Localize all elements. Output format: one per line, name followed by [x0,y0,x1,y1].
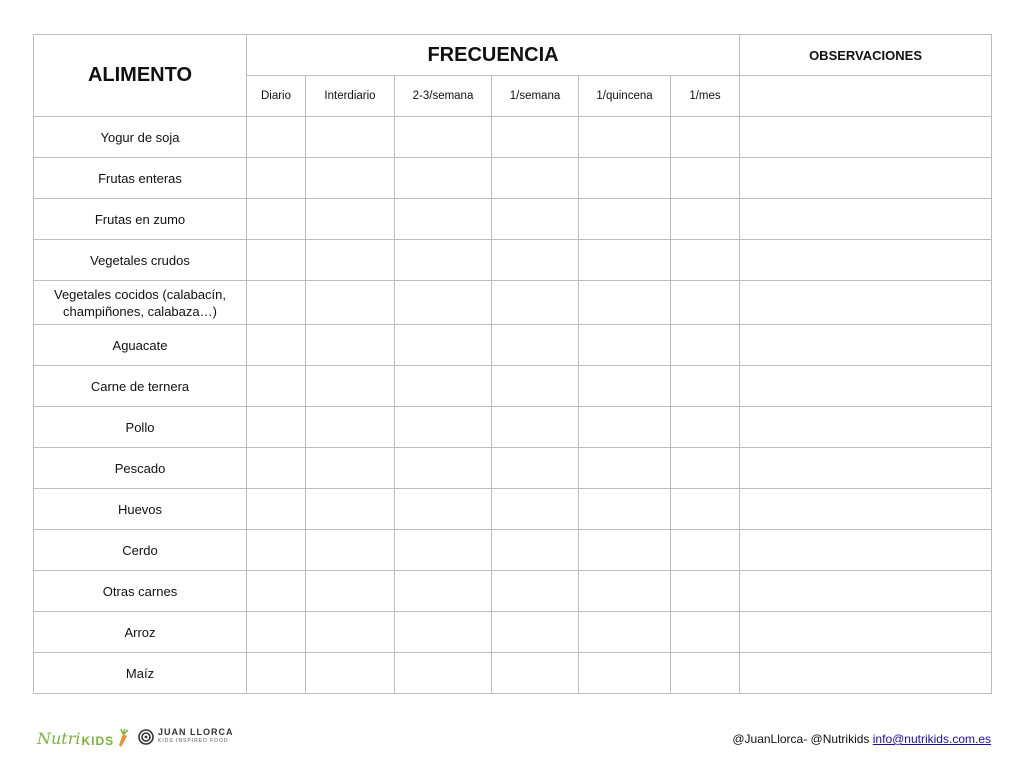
cell-observaciones[interactable] [740,240,992,281]
cell-diario[interactable] [247,489,306,530]
juan-llorca-logo-tagline: KIDS INSPIRED FOOD [158,738,229,744]
cell-1-mes[interactable] [671,530,740,571]
cell-diario[interactable] [247,612,306,653]
table-row [34,366,992,407]
food-name-cell: Frutas enteras [34,158,247,199]
cell-1-semana[interactable] [492,448,579,489]
cell-2-3-semana[interactable] [395,407,492,448]
cell-1-mes[interactable] [671,325,740,366]
cell-2-3-semana[interactable] [395,240,492,281]
cell-1-mes[interactable] [671,407,740,448]
cell-diario[interactable] [247,653,306,694]
cell-observaciones[interactable] [740,653,992,694]
header-frecuencia: FRECUENCIA [247,35,740,76]
freq-col-1-semana: 1/semana [492,76,579,117]
cell-1-semana[interactable] [492,325,579,366]
observaciones-subheader-blank [740,76,992,117]
cell-diario[interactable] [247,448,306,489]
food-name-cell: Pescado [34,448,247,489]
food-name-cell: Vegetales crudos [34,240,247,281]
cell-1-semana[interactable] [492,117,579,158]
cell-1-mes[interactable] [671,571,740,612]
cell-interdiario[interactable] [306,489,395,530]
cell-1-quincena[interactable] [579,407,671,448]
cell-1-semana[interactable] [492,366,579,407]
table-row [34,240,992,281]
cell-interdiario[interactable] [306,158,395,199]
cell-1-semana[interactable] [492,489,579,530]
cell-1-quincena[interactable] [579,612,671,653]
cell-2-3-semana[interactable] [395,158,492,199]
cell-2-3-semana[interactable] [395,612,492,653]
freq-col-2-3-semana: 2-3/semana [395,76,492,117]
cell-observaciones[interactable] [740,117,992,158]
cell-diario[interactable] [247,407,306,448]
cell-1-semana[interactable] [492,281,579,325]
cell-interdiario[interactable] [306,653,395,694]
cell-interdiario[interactable] [306,407,395,448]
cell-interdiario[interactable] [306,448,395,489]
table-row [34,407,992,448]
table-row [34,489,992,530]
cell-2-3-semana[interactable] [395,325,492,366]
cell-interdiario[interactable] [306,117,395,158]
food-name-cell: Maíz [34,653,247,694]
table-row [34,158,992,199]
food-name-cell: Arroz [34,612,247,653]
cell-2-3-semana[interactable] [395,571,492,612]
table-row [34,530,992,571]
cell-1-quincena[interactable] [579,117,671,158]
food-name-cell: Frutas en zumo [34,199,247,240]
cell-1-mes[interactable] [671,653,740,694]
cell-1-semana[interactable] [492,199,579,240]
cell-observaciones[interactable] [740,612,992,653]
cell-interdiario[interactable] [306,612,395,653]
juan-llorca-logo [138,728,234,746]
nutrikids-logo-text-nutri: Nutri [37,729,81,748]
table-row [34,653,992,694]
cell-diario[interactable] [247,571,306,612]
cell-observaciones[interactable] [740,281,992,325]
food-name-cell: Aguacate [34,325,247,366]
header-observaciones: OBSERVACIONES [740,35,992,76]
cell-1-mes[interactable] [671,117,740,158]
cell-2-3-semana[interactable] [395,489,492,530]
cell-interdiario[interactable] [306,325,395,366]
freq-col-diario: Diario [247,76,306,117]
cell-observaciones[interactable] [740,407,992,448]
cell-interdiario[interactable] [306,199,395,240]
cell-diario[interactable] [247,199,306,240]
food-name-cell: Carne de ternera [34,366,247,407]
cell-interdiario[interactable] [306,530,395,571]
cell-1-mes[interactable] [671,612,740,653]
cell-1-quincena[interactable] [579,366,671,407]
cell-2-3-semana[interactable] [395,448,492,489]
cell-1-quincena[interactable] [579,530,671,571]
cell-diario[interactable] [247,281,306,325]
credit-handles: @JuanLlorca- @Nutrikids [732,732,873,746]
spiral-icon [138,729,154,745]
food-name-cell: Pollo [34,407,247,448]
cell-observaciones[interactable] [740,489,992,530]
food-frequency-table [33,34,992,694]
cell-1-mes[interactable] [671,199,740,240]
food-name-cell: Otras carnes [34,571,247,612]
cell-1-semana[interactable] [492,240,579,281]
cell-2-3-semana[interactable] [395,366,492,407]
cell-1-mes[interactable] [671,240,740,281]
food-name-cell: Cerdo [34,530,247,571]
cell-1-quincena[interactable] [579,448,671,489]
cell-2-3-semana[interactable] [395,281,492,325]
juan-llorca-logo-name: JUAN LLORCA [158,727,234,737]
cell-1-mes[interactable] [671,366,740,407]
cell-1-semana[interactable] [492,571,579,612]
cell-1-semana[interactable] [492,530,579,571]
cell-1-mes[interactable] [671,489,740,530]
table-row [34,612,992,653]
nutrikids-logo [37,728,130,748]
cell-1-semana[interactable] [492,653,579,694]
freq-col-interdiario: Interdiario [306,76,395,117]
table-row [34,448,992,489]
cell-2-3-semana[interactable] [395,530,492,571]
cell-1-quincena[interactable] [579,199,671,240]
carrot-icon [116,728,130,748]
cell-diario[interactable] [247,366,306,407]
cell-observaciones[interactable] [740,325,992,366]
nutrikids-logo-text-kids: KIDS [81,734,115,748]
cell-interdiario[interactable] [306,281,395,325]
cell-1-quincena[interactable] [579,489,671,530]
cell-1-quincena[interactable] [579,571,671,612]
cell-observaciones[interactable] [740,571,992,612]
table-row [34,281,992,325]
cell-diario[interactable] [247,117,306,158]
table-row [34,571,992,612]
cell-1-mes[interactable] [671,448,740,489]
cell-1-semana[interactable] [492,612,579,653]
cell-observaciones[interactable] [740,366,992,407]
cell-2-3-semana[interactable] [395,653,492,694]
cell-1-quincena[interactable] [579,281,671,325]
email-link[interactable]: info@nutrikids.com.es [872,732,991,746]
food-name-cell: Vegetales cocidos (calabacín, champiñones, calabaza…) [34,281,247,325]
food-name-cell: Yogur de soja [34,117,247,158]
freq-col-1-mes: 1/mes [671,76,740,117]
table-row [34,117,992,158]
cell-1-mes[interactable] [671,158,740,199]
cell-1-quincena[interactable] [579,158,671,199]
cell-diario[interactable] [247,158,306,199]
table-row [34,325,992,366]
cell-1-semana[interactable] [492,158,579,199]
table-row [34,199,992,240]
cell-1-mes[interactable] [671,281,740,325]
cell-1-quincena[interactable] [579,653,671,694]
credit-line [732,732,991,746]
cell-interdiario[interactable] [306,366,395,407]
cell-interdiario[interactable] [306,571,395,612]
cell-observaciones[interactable] [740,530,992,571]
cell-diario[interactable] [247,240,306,281]
cell-observaciones[interactable] [740,448,992,489]
food-name-cell: Huevos [34,489,247,530]
cell-observaciones[interactable] [740,199,992,240]
cell-1-semana[interactable] [492,407,579,448]
cell-diario[interactable] [247,325,306,366]
header-alimento: ALIMENTO [34,35,247,117]
cell-2-3-semana[interactable] [395,199,492,240]
cell-2-3-semana[interactable] [395,117,492,158]
cell-interdiario[interactable] [306,240,395,281]
freq-col-1-quincena: 1/quincena [579,76,671,117]
page-footer [0,722,1024,758]
cell-1-quincena[interactable] [579,325,671,366]
cell-observaciones[interactable] [740,158,992,199]
cell-diario[interactable] [247,530,306,571]
cell-1-quincena[interactable] [579,240,671,281]
